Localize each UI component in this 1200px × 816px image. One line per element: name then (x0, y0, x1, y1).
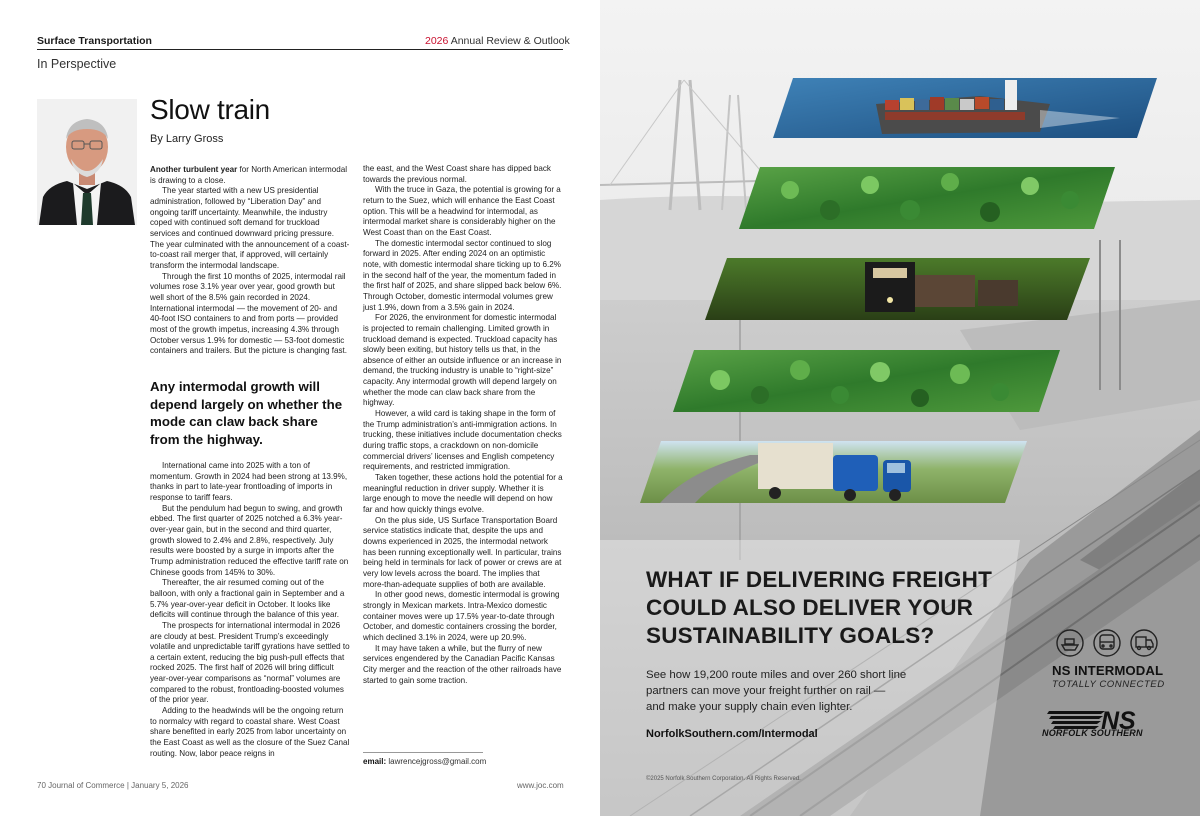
ad-body-copy: See how 19,200 route miles and over 260 short line partners can move your freight further on rail — and make your supply chain even lighter. (646, 669, 907, 713)
footer-website[interactable]: www.joc.com (517, 781, 564, 790)
ad-page (600, 0, 1200, 816)
pull-quote: Any intermodal growth will depend largely on whether the mode can claw back share from the highway. (150, 379, 343, 447)
article-paragraph: On the plus side, US Surface Transportation Board service statistics indicate that, despite the ups and downs experienced in 2025, the intermodal network has been running exceptionally well. In particular, trains being held in terminals for lack of power or crews are at very low levels across the board. The implies that more-than-adequate supplies of both are available. (363, 515, 562, 589)
article-title: Slow train (150, 94, 270, 125)
article-paragraph: Taken together, these actions hold the potential for a meaningful reduction in driver supply. Whether it is large enough to move the needle will depend on how far and how quickly things evolve. (363, 473, 563, 514)
article-paragraph: The domestic intermodal sector continued to slog forward in 2025. After ending 2024 on an optimistic note, with domestic intermodal share ticking up to 6.2% in the second half of the year, the momentum faded in the first half of 2025, and share slipped back below 6%. Through October, domestic intermodal volumes grew just 1.9%, down from a 3.5% gain in 2024. (363, 238, 562, 312)
ship-icon (1057, 630, 1083, 656)
train-photo-panel (705, 258, 1090, 320)
article-paragraph: The year started with a new US presidential administration, followed by “Liberation Day” and ongoing tariff uncertainty. Meanwhile, the industry coped with continued soft demand for truckload services and continued downward pricing pressure. The year culminated with the announcement of a coast-to-coast rail merger that, if approved, will certainly transform the intermodal landscape. (150, 186, 350, 270)
footer-folio: 70 Journal of Commerce | January 5, 2026 (37, 781, 189, 790)
svg-text:NS: NS (1101, 707, 1136, 735)
header-rule (37, 49, 563, 50)
ns-mode-icons (1054, 627, 1160, 659)
ns-intermodal-title: NS INTERMODAL (1052, 663, 1164, 678)
author-email (363, 757, 486, 766)
article-paragraph: International came into 2025 with a ton of momentum. Growth in 2024 had been strong at 13.9%, thanks in part to late-year frontloading of imports in response to tariff fears. (150, 461, 348, 502)
header-review-title: Annual Review & Outlook (450, 35, 570, 47)
ship-photo-panel (773, 78, 1157, 138)
email-label: email: (363, 757, 387, 766)
ad-headline: WHAT IF DELIVERING FREIGHT COULD ALSO DELIVER YOUR SUSTAINABILITY GOALS? (646, 567, 993, 648)
leaves-photo-panel-bottom (673, 350, 1060, 412)
header-review (425, 35, 570, 47)
article-paragraph: But the pendulum had begun to swing, and growth ebbed. The first quarter of 2025 notched a 6.3% year-over-year gain, but in the second and third quarter, growth slowed to 2.4% and 2.8%, respectively. July results were boosted by a surge in imports after the Trump administration reduced the effective tariff rate on Chinese goods from 145% to 30%. (150, 503, 349, 577)
article-paragraph: However, a wild card is taking shape in the form of the Trump administration’s anti-immigration actions. In trucking, these initiatives include documentation checks during traffic stops, a crackdown on non-domicile commercial drivers’ licenses and English competency requirements, and restricted immigration. (363, 409, 562, 472)
kicker: In Perspective (37, 57, 117, 71)
section-label: Surface Transportation (37, 35, 152, 47)
ns-tagline: TOTALLY CONNECTED (1052, 679, 1165, 690)
email-link[interactable]: lawrencejgross@gmail.com (388, 757, 487, 766)
article-byline: By Larry Gross (150, 133, 224, 145)
leaves-photo-panel-top (739, 167, 1115, 229)
ad-url-link[interactable]: NorfolkSouthern.com/Intermodal (646, 728, 818, 740)
article-paragraph: Thereafter, the air resumed coming out of the balloon, with only a fractional gain in September and a 5.7% year-over-year deficit in October. It looks like deficits will continue through the balance of this year. (150, 578, 345, 620)
article-lead: Another turbulent year (150, 165, 238, 174)
article-paragraph: the east, and the West Coast share has dipped back towards the previous normal. (363, 164, 551, 184)
article-paragraph: Another turbulent year for North American intermodal is drawing to a close. (150, 165, 348, 185)
ad-copyright: ©2025 Norfolk Southern Corporation. All Rights Reserved. (646, 776, 801, 782)
norfolk-southern-wordmark: NORFOLK SOUTHERN (1042, 728, 1143, 738)
article-paragraph: Through the first 10 months of 2025, intermodal rail volumes rose 3.1% year over year, good growth but well short of the 8.5% gain recorded in 2024. International intermodal — the movement of 20- and 40-foot ISO containers to and from ports — provided most of the growth impetus, increasing 4.3% through October versus 1.9% for domestic — 53-foot domestic containers and trailers. But the picture is changing fast. (150, 271, 348, 356)
article-column-1-bottom (150, 461, 350, 759)
article-paragraph: For 2026, the environment for domestic intermodal is projected to remain challenging. Limited growth in truckload demand is expected. Truckload capacity has slowly been exiting, but history tells us that, in the absence of either an outside influence or an increase in demand, the trucking industry is unable to “right-size” capacity. Any intermodal growth will depend largely on whether the mode can claw back share from the highway. (363, 313, 562, 408)
article-paragraph: In other good news, domestic intermodal is growing strongly in Mexican markets. Intra-Mexico domestic container moves were up 17.5% year-to-date through October, and domestic containers crossing the border, which declined 3.1% in 2024, were up 20.9%. (363, 590, 560, 642)
article-paragraph: Adding to the headwinds will be the ongoing return to normalcy with regard to coastal share. West Coast share benefited in early 2025 from labor uncertainty on the East Coast as well as the closure of the Suez Canal routing. Now, labor peace reigns in (150, 706, 350, 758)
author-portrait (37, 99, 137, 225)
email-rule (363, 752, 483, 753)
article-paragraph: With the truce in Gaza, the potential is growing for a return to the Suez, which will enhance the East Coast option. This will be a headwind for intermodal, as intermodal market share is considerably higher on the West Coast than on the East Coast. (363, 185, 561, 237)
train-icon (1094, 630, 1120, 656)
truck-icon (1131, 630, 1157, 656)
header-year: 2026 (425, 35, 449, 47)
article-column-1-top (150, 165, 350, 357)
article-paragraph: It may have taken a while, but the flurry of new services engendered by the Canadian Pacific Kansas City merger and the reaction of the other railroads have started to gain some traction. (363, 643, 562, 685)
truck-photo-panel (640, 441, 1027, 503)
article-paragraph: The prospects for international intermodal in 2026 are cloudy at best. President Trump’s exceedingly volatile and unpredictable tariff gyrations have settled to a certain extent, reducing the big push-pull effects that rocked 2025. The first half of 2026 will bring difficult year-over-year comparisons as “normal” volumes are compared to the robust, frontloading-boosted volumes of the prior year. (150, 620, 350, 705)
article-column-2 (363, 164, 563, 686)
